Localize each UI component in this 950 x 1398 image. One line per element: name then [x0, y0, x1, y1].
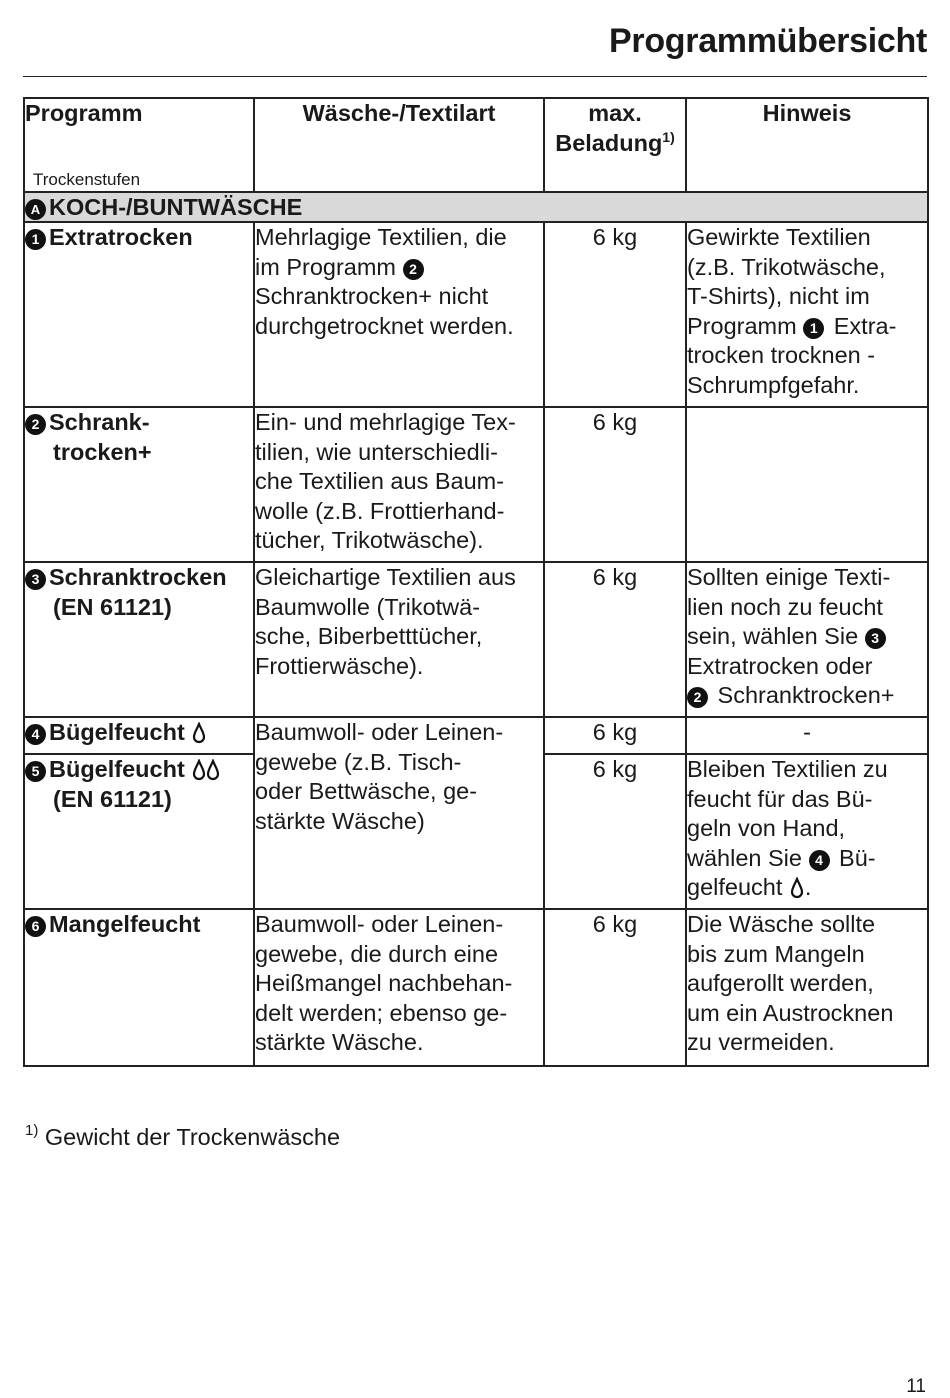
textile-cell — [254, 717, 544, 909]
textile-line: delt werden; ebenso ge- — [255, 999, 508, 1026]
program-number-icon: 5 — [25, 761, 46, 782]
program-number-icon: 4 — [809, 850, 830, 871]
textile-line: Mehrlagige Textilien, die — [255, 224, 507, 250]
note-cell — [686, 222, 928, 407]
note-line: geln von Hand, — [687, 815, 846, 841]
drop-icon — [191, 722, 207, 744]
program-overview-table — [23, 97, 929, 1067]
textile-line: Baumwoll- oder Leinen- — [255, 911, 504, 937]
table-row — [24, 407, 928, 562]
section-cell — [24, 192, 928, 222]
load-cell: 6 kg — [544, 717, 686, 754]
header-textile: Wäsche-/Textilart — [254, 98, 544, 192]
header-load-line1: max. — [588, 100, 642, 126]
header-load — [544, 98, 686, 192]
note-line: wählen Sie — [687, 844, 809, 871]
table-row — [24, 909, 928, 1066]
header-load-footnote-marker: 1) — [662, 128, 675, 145]
note-line: Extra- — [827, 312, 897, 339]
note-line: feucht für das Bü- — [687, 785, 873, 812]
double-drop-icon — [191, 759, 221, 781]
section-label: KOCH-/BUNTWÄSCHE — [49, 194, 303, 220]
note-line: Gewirkte Textilien — [687, 224, 871, 250]
note-line: sein, wählen Sie — [687, 623, 865, 649]
textile-line: Schranktrocken+ nicht — [255, 283, 489, 309]
program-name: Extratrocken — [49, 224, 193, 250]
note-line: bis zum Mangeln — [687, 940, 865, 967]
note-cell — [686, 754, 928, 909]
program-number-icon: 4 — [25, 724, 46, 745]
textile-cell — [254, 407, 544, 562]
textile-cell — [254, 222, 544, 407]
note-cell — [686, 909, 928, 1066]
header-load-line2: Beladung — [555, 129, 663, 156]
footnote — [25, 1124, 340, 1151]
program-name-line2: (EN 61121) — [53, 785, 172, 812]
note-line: gelfeucht — [687, 874, 783, 900]
table-row — [24, 717, 928, 754]
note-line: Programm — [687, 312, 804, 339]
load-cell: 6 kg — [544, 562, 686, 717]
load-cell: 6 kg — [544, 407, 686, 562]
table-header-row — [24, 98, 928, 192]
load-cell: 6 kg — [544, 222, 686, 407]
textile-line: Baumwolle (Trikotwä- — [255, 593, 481, 620]
program-name-cell — [24, 909, 254, 1066]
program-name-cell — [24, 222, 254, 407]
note-line: T-Shirts), nicht im — [687, 283, 870, 309]
textile-line: tücher, Trikotwäsche). — [255, 527, 484, 553]
table-row — [24, 562, 928, 717]
note-line: zu vermeiden. — [687, 1029, 835, 1055]
page-title: Programmübersicht — [609, 22, 927, 60]
program-name: Bügelfeucht — [49, 756, 185, 782]
textile-line: Frottierwäsche). — [255, 652, 424, 679]
textile-line: gewebe (z.B. Tisch- — [255, 748, 462, 775]
load-cell: 6 kg — [544, 909, 686, 1066]
header-program-sub: Trockenstufen — [33, 170, 141, 189]
note-line: Schranktrocken+ — [711, 682, 895, 708]
note-line: (z.B. Trikotwäsche, — [687, 253, 886, 280]
program-number-icon: 6 — [25, 916, 46, 937]
table-row — [24, 222, 928, 407]
program-name-line2: trocken+ — [53, 438, 152, 465]
program-number-icon: 1 — [25, 229, 46, 250]
textile-line: gewebe, die durch eine — [255, 940, 499, 967]
program-name-cell — [24, 717, 254, 754]
footnote-text: Gewicht der Trockenwäsche — [44, 1124, 341, 1150]
program-name: Mangelfeucht — [49, 911, 201, 937]
program-name: Schranktrocken — [49, 564, 227, 590]
program-name-cell — [24, 407, 254, 562]
program-name-cell — [24, 754, 254, 909]
program-number-icon: 2 — [687, 687, 708, 708]
note-cell — [686, 407, 928, 562]
note-cell — [686, 562, 928, 717]
program-number-icon: 1 — [803, 318, 824, 339]
program-number-icon: 3 — [865, 628, 886, 649]
program-number-icon: 2 — [403, 259, 424, 280]
header-note: Hinweis — [686, 98, 928, 192]
footnote-marker: 1) — [25, 1122, 39, 1139]
textile-cell — [254, 909, 544, 1066]
program-name: Schrank- — [49, 409, 150, 435]
note-line: um ein Austrocknen — [687, 999, 894, 1026]
note-line: Schrumpfgefahr. — [687, 371, 860, 398]
note-line: trocken trocknen - — [687, 342, 876, 368]
section-row — [24, 192, 928, 222]
textile-line: stärkte Wäsche) — [255, 807, 425, 834]
page-number: 11 — [906, 1376, 926, 1397]
header-program-label: Programm — [25, 100, 143, 126]
textile-line: durchgetrocknet werden. — [255, 312, 514, 339]
textile-line: wolle (z.B. Frottierhand- — [255, 497, 505, 524]
note-line: aufgerollt werden, — [687, 970, 874, 996]
textile-line: Baumwoll- oder Leinen- — [255, 719, 504, 745]
program-number-icon: 2 — [25, 414, 46, 435]
textile-line: stärkte Wäsche. — [255, 1029, 424, 1055]
program-name: Bügelfeucht — [49, 719, 185, 745]
note-line: . — [804, 874, 812, 900]
textile-line: im Programm — [255, 253, 403, 280]
textile-line: Ein- und mehrlagige Tex- — [255, 409, 516, 435]
note-cell: - — [686, 717, 928, 754]
note-line: Sollten einige Texti- — [687, 564, 891, 590]
note-line: Extratrocken oder — [687, 652, 873, 679]
load-cell: 6 kg — [544, 754, 686, 909]
textile-line: Gleichartige Textilien aus — [255, 564, 516, 590]
drop-icon — [789, 877, 805, 899]
note-line: Bü- — [832, 844, 876, 871]
textile-line: che Textilien aus Baum- — [255, 468, 505, 494]
title-divider — [23, 76, 927, 77]
note-line: Die Wäsche sollte — [687, 911, 876, 937]
textile-cell — [254, 562, 544, 717]
section-badge-icon: A — [25, 199, 46, 220]
header-program — [24, 98, 254, 192]
program-name-cell — [24, 562, 254, 717]
textile-line: tilien, wie unterschiedli- — [255, 438, 498, 465]
program-name-line2: (EN 61121) — [53, 593, 172, 620]
textile-line: sche, Biberbetttücher, — [255, 623, 483, 649]
program-number-icon: 3 — [25, 569, 46, 590]
note-line: lien noch zu feucht — [687, 593, 883, 620]
note-line: Bleiben Textilien zu — [687, 756, 888, 782]
textile-line: Heißmangel nachbehan- — [255, 970, 513, 996]
textile-line: oder Bettwäsche, ge- — [255, 778, 478, 804]
